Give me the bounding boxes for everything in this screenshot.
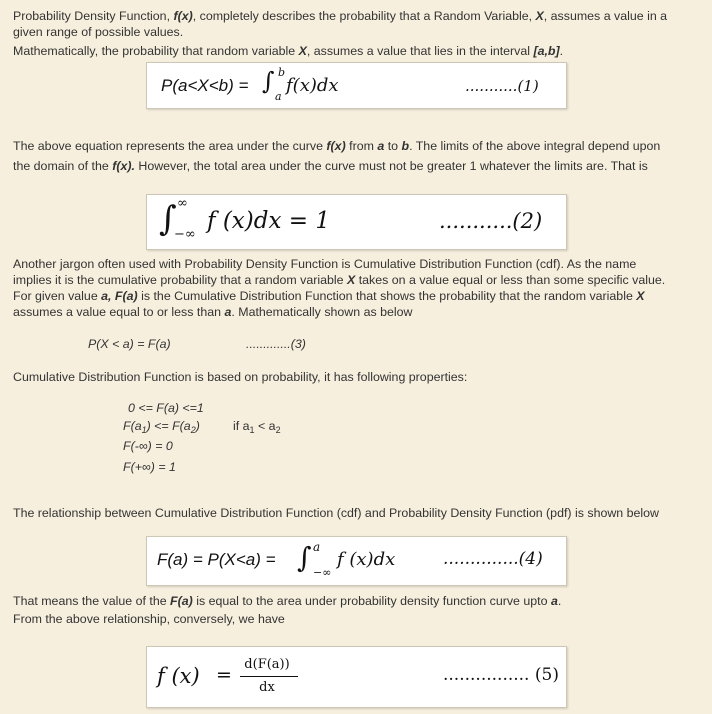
text-span: Mathematically, the probability that random variable [13,44,299,58]
integral-sign: ∫ [297,541,312,574]
eq4-integrand: f (x)dx [337,549,396,570]
text-span: to [384,139,402,153]
para2-line-1 [13,138,660,154]
text-span: is the Cumulative Distribution Function that shows the probability that the random variable [137,289,637,303]
para3-line-4 [13,304,412,320]
text-span: f(x). [112,159,135,173]
eq1-upper-limit: b [278,66,286,79]
eq5-equals: = [216,664,232,686]
text-span: , assumes a value that lies in the interval [306,44,534,58]
text-span: (x)dx [292,75,339,96]
eq2-lower-limit: −∞ [174,227,196,242]
text-span: from [345,139,378,153]
equation-1-box [146,62,567,109]
eq2-integrand: f (x)dx = 1 [207,208,330,234]
eq2-upper-limit: ∞ [177,196,188,211]
text-span: That means the value of the [13,594,171,608]
text-span: . [559,44,564,58]
equation-2-box [146,194,567,250]
text-span: ) [195,419,200,433]
text-span: F(a [123,419,142,433]
text-span: 1 [141,425,147,435]
text-span: , completely describes the probability that a Random Variable, [192,9,536,23]
para5: The relationship between Cumulative Distribution Function (cdf) and Probability Density Function (pdf) is shown below [13,506,660,520]
text-span: takes on a value equal or less than some specific value. [355,273,666,287]
text-span: 2 [190,425,196,435]
eq1-integrand [286,75,339,96]
text-span: , assumes a value in a [543,9,668,23]
text-span: For given value [13,289,102,303]
text-span: is equal to the area under probability density function curve upto [192,594,551,608]
text-span: F(a) [170,594,193,608]
eq5-numerator: d(F(a)) [244,657,290,672]
text-span: 2 [275,425,281,435]
intro-line-1 [13,8,667,24]
integral-sign: ∫ [262,67,275,95]
text-span: f [286,75,293,96]
eq2-number: ...........(2) [439,209,543,233]
fraction-bar [240,676,298,677]
intro-line-3 [13,43,563,59]
text-span: a, F(a) [101,289,138,303]
text-span: a [377,139,385,153]
text-span: assumes a value equal to or less than [13,305,225,319]
text-span: [a,b] [533,44,560,58]
text-span: b [401,139,410,153]
text-span: However, the total area under the curve must not be greater 1 whatever the limits are. That is [134,159,648,173]
eq1-lower-limit: a [275,90,282,103]
eq5-lhs: f (x) [157,664,200,688]
intro-line-2: given range of possible values. [13,25,184,39]
eq3-expression: P(X < a) = F(a) [88,337,171,351]
integral-sign: ∫ [159,199,177,239]
text-span: the domain of the [13,159,113,173]
property-4: F(+∞) = 1 [123,460,176,474]
text-span: f(x) [173,9,193,23]
text-span: a [550,594,558,608]
equation-4-box [146,536,567,586]
text-span: . The limits of the above integral depend upon [409,139,661,153]
eq4-lhs: F(a) = P(X<a) = [157,550,276,569]
para6-line-2: From the above relationship, conversely, we have [13,612,285,626]
eq1-number: ...........(1) [465,77,539,95]
text-span: X [636,289,645,303]
text-span: . [557,594,562,608]
para3-line-3 [13,288,645,304]
property-1: 0 <= F(a) <=1 [128,401,204,415]
para6-line-1 [13,593,561,609]
text-span: ) <= F(a [146,419,191,433]
text-span: The above equation represents the area under the curve [13,139,327,153]
text-span: a [224,305,232,319]
para3-line-1: Another jargon often used with Probability Density Function is Cumulative Distribution Function (cdf). As the name [13,257,637,271]
property-2-condition [233,419,281,435]
text-span: Probability Density Function, [13,9,174,23]
text-span: f(x) [326,139,346,153]
text-span: 1 [249,425,255,435]
equation-5-box [146,646,567,708]
text-span: . Mathematically shown as below [231,305,413,319]
property-3: F(-∞) = 0 [123,439,173,453]
text-span: < a [254,419,276,433]
eq1-lhs: P(a<X<b) = [161,76,249,95]
para2-line-2 [13,158,648,174]
eq4-number: ..............(4) [443,549,543,569]
text-span: if a [233,419,250,433]
text-span: X [347,273,356,287]
eq4-upper-limit: a [313,540,321,554]
para3-line-2 [13,272,665,288]
eq5-number: ................ (5) [443,665,559,685]
property-2 [123,419,200,435]
text-span: X [298,44,307,58]
eq4-lower-limit: −∞ [313,566,332,579]
eq3-number: .............(3) [246,337,306,351]
text-span: X [535,9,544,23]
eq5-denominator: dx [259,680,275,695]
text-span: implies it is the cumulative probability that a random variable [13,273,348,287]
para4: Cumulative Distribution Function is based on probability, it has following properties: [13,370,468,384]
